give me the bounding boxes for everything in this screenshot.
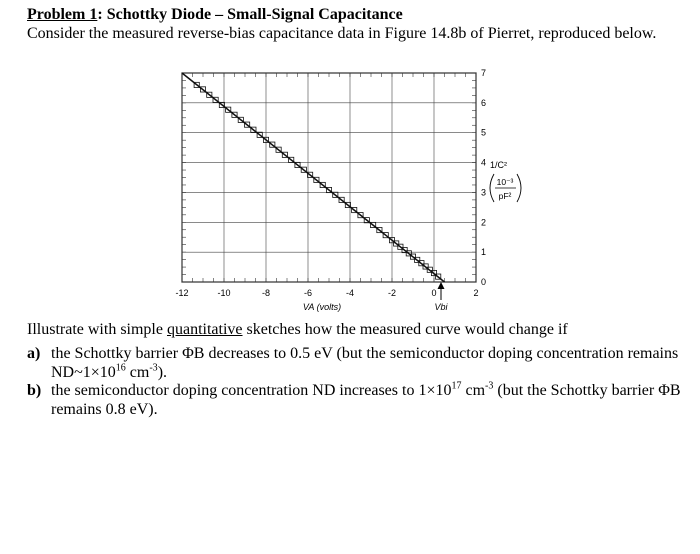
lead-pre: Illustrate with simple (27, 321, 167, 338)
task-b-line1-pre: the semiconductor doping concentration ND increases to 1×10 (51, 382, 452, 399)
x-tick-label: -2 (387, 288, 397, 298)
x-tick-labels (175, 288, 478, 298)
lead-underlined: quantitative (166, 321, 243, 338)
task-b: b) the semiconductor doping concentration ND increases to $1\times 10^{17}$ $cm^{-3}$ (but the Schottky barrier ΦB remains 0.8 eV). (27, 380, 681, 418)
lead-post: sketches how the measured curve would change if (242, 321, 568, 338)
vbi-label: Vbi (434, 302, 448, 312)
y-tick-label: 7 (481, 68, 487, 78)
question-lead (27, 320, 568, 339)
task-b-line2: remains 0.8 eV). (51, 401, 158, 418)
y-tick-label: 2 (481, 217, 487, 228)
y-tick-labels (481, 68, 486, 287)
y-axis-label-numerator: 10⁻³ (496, 177, 514, 187)
task-b-line1-post: (but the Schottky barrier ΦB (493, 382, 681, 399)
x-tick-label: -10 (217, 288, 231, 298)
y-tick-label: 5 (481, 127, 487, 138)
y-tick-label: 3 (481, 187, 487, 198)
x-axis-label: VA (volts) (302, 302, 342, 312)
x-tick-label: -6 (303, 288, 313, 298)
y-axis-label-right-paren (517, 174, 521, 202)
y-axis-label-left-paren (490, 174, 494, 202)
y-tick-label: 6 (481, 97, 487, 108)
plot-grid (182, 73, 476, 282)
task-a-marker: a) (27, 345, 41, 362)
plot-minor-ticks (182, 73, 476, 282)
problem-title: : Schottky Diode – Small-Signal Capacitance (97, 6, 403, 23)
y-axis-label-top: 1/C² (490, 160, 508, 170)
task-b-marker: b) (27, 382, 42, 399)
x-tick-label: -12 (175, 288, 189, 298)
x-tick-label: -8 (261, 288, 271, 298)
problem-label: Problem 1 (27, 6, 98, 23)
plot-frame (182, 73, 476, 282)
fit-line (182, 73, 445, 282)
task-a-line1: the Schottky barrier ΦB decreases to 0.5 eV (but the semiconductor doping concentration remains (51, 345, 679, 362)
task-a (27, 344, 678, 382)
x-tick-label: 2 (473, 288, 479, 298)
problem-intro: Consider the measured reverse-bias capacitance data in Figure 14.8b of Pierret, reproduced below. (27, 25, 657, 42)
x-tick-label: 0 (431, 288, 437, 298)
y-tick-label: 0 (481, 277, 487, 287)
y-tick-label: 4 (481, 157, 487, 168)
y-axis-label-denominator: pF² (498, 191, 512, 201)
vbi-arrow-head (438, 282, 445, 289)
task-a-line2: $ND\sim 1\times 10^{16}$ $cm^{-3}$). (51, 362, 168, 381)
y-tick-label: 1 (481, 247, 487, 258)
x-tick-label: -4 (345, 288, 355, 298)
